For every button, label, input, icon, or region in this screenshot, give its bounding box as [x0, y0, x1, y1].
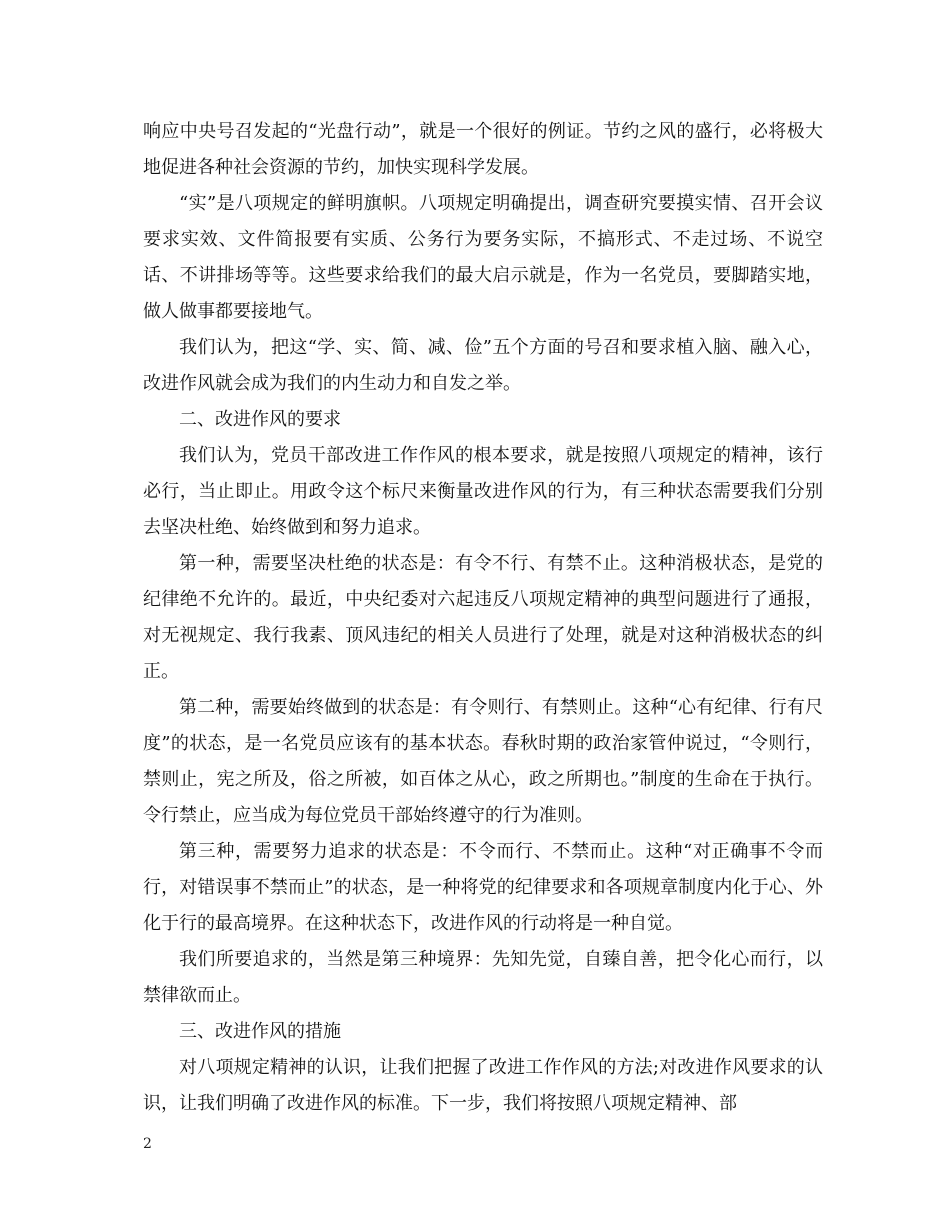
paragraph-11: 对八项规定精神的认识，让我们把握了改进工作作风的方法;对改进作风要求的认识，让我们明确了改进作风的标准。下一步，我们将按照八项规定精神、部: [143, 1057, 823, 1114]
paragraph-8: 第三种，需要努力追求的状态是：不令而行、不禁而止。这种“对正确事不令而行，对错误事不禁而止”的状态，是一种将党的纪律要求和各项规章制度内化于心、外化于行的最高境界。在这种状态下，改进作风的行动将是一种自觉。: [143, 841, 823, 934]
paragraph-1: 响应中央号召发起的“光盘行动”，就是一个很好的例证。节约之风的盛行，必将极大地促进各种社会资源的节约，加快实现科学发展。: [143, 121, 823, 178]
paragraph-2: “实”是八项规定的鲜明旗帜。八项规定明确提出，调查研究要摸实情、召开会议要求实效、文件简报要有实质、公务行为要务实际，不搞形式、不走过场、不说空话、不讲排场等等。这些要求给我们的最大启示就是，作为一名党员，要脚踏实地，做人做事都要接地气。: [143, 193, 823, 322]
paragraph-9: 我们所要追求的，当然是第三种境界：先知先觉，自臻自善，把令化心而行，以禁律欲而止。: [143, 949, 823, 1006]
body-text: [143, 114, 823, 1122]
section-heading-requirements: 二、改进作风的要求: [179, 409, 341, 430]
paragraph-3: 我们认为，把这“学、实、简、减、俭”五个方面的号召和要求植入脑、融入心，改进作风就会成为我们的内生动力和自发之举。: [143, 337, 823, 394]
section-heading-measures: 三、改进作风的措施: [179, 1021, 341, 1042]
paragraph-7: 第二种，需要始终做到的状态是：有令则行、有禁则止。这种“心有纪律、行有尺度”的状态，是一名党员应该有的基本状态。春秋时期的政治家管仲说过，“令则行，禁则止，宪之所及，俗之所被，如百体之从心，政之所期也。”制度的生命在于执行。令行禁止，应当成为每位党员干部始终遵守的行为准则。: [143, 697, 823, 826]
paragraph-5: 我们认为，党员干部改进工作作风的根本要求，就是按照八项规定的精神，该行必行，当止即止。用政令这个标尺来衡量改进作风的行为，有三种状态需要我们分别去坚决杜绝、始终做到和努力追求。: [143, 445, 823, 538]
paragraph-6: 第一种，需要坚决杜绝的状态是：有令不行、有禁不止。这种消极状态，是党的纪律绝不允许的。最近，中央纪委对六起违反八项规定精神的典型问题进行了通报，对无视规定、我行我素、顶风违纪的相关人员进行了处理，就是对这种消极状态的纠正。: [143, 553, 823, 682]
page-number: 2: [143, 1136, 152, 1152]
